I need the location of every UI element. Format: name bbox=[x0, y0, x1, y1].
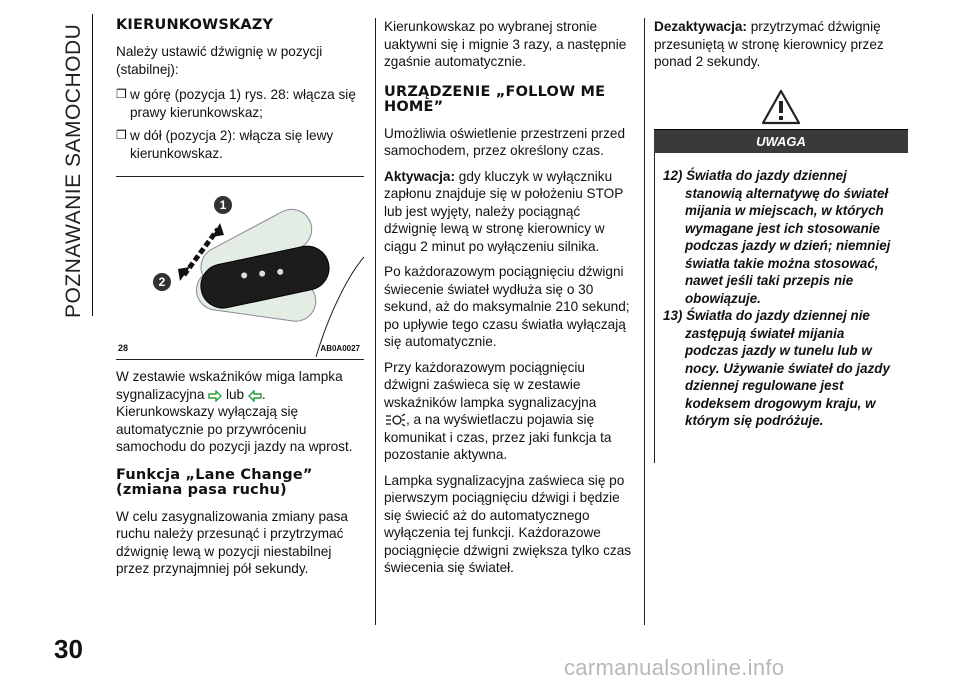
watermark: carmanualsonline.info bbox=[564, 655, 785, 680]
aktywacja-text: gdy kluczyk w wyłączniku zapłonu znajduje się w położeniu STOP lub jest wyjęty, należy pociągnąć dźwignię lewą w stronę kierownicy w ciągu 2 minut po wyłączeniu silnika. bbox=[384, 168, 624, 254]
para-przy-a: Przy każdorazowym pociągnięciu dźwigni zaświeca się w zestawie wskaźników lampka sygnalizacyjna bbox=[384, 359, 597, 410]
figure-code: AB0A0027 bbox=[320, 343, 360, 353]
page-number: 30 bbox=[54, 634, 83, 664]
bullet-item-2 bbox=[116, 127, 364, 162]
bullet-marker: ❒ bbox=[116, 87, 127, 101]
para-zestawie-lub: lub bbox=[225, 386, 245, 402]
para-lane-change: W celu zasygnalizowania zmiany pasa ruchu należy przesunąć i przytrzymać dźwignię lewą w pozycji niestabilnej przez przynajmniej pół sekundy. bbox=[116, 508, 348, 576]
callout-2-text: 2 bbox=[158, 275, 166, 289]
section-title-text: POZNAWANIE SAMOCHODU bbox=[62, 23, 85, 318]
heading-lane-change: Funkcja „Lane Change” (zmiana pasa ruchu) bbox=[116, 466, 313, 498]
bullet-text-1: w górę (pozycja 1) rys. 28: włącza się prawy kierunkowskaz; bbox=[130, 87, 356, 120]
para-zestawie bbox=[116, 368, 364, 456]
right-turn-indicator-icon bbox=[208, 390, 222, 402]
para-dezaktywacja bbox=[654, 18, 908, 71]
warning-title-bar: UWAGA bbox=[654, 129, 908, 154]
heading-follow-me-home: URZĄDZENIE „FOLLOW ME HOME” bbox=[384, 83, 606, 115]
aktywacja-label: Aktywacja: bbox=[384, 168, 456, 184]
para-przy bbox=[384, 359, 634, 464]
bullet-marker: ❒ bbox=[116, 128, 127, 142]
sidebar-rule bbox=[92, 14, 93, 316]
para-aktywacja bbox=[384, 168, 634, 256]
warning-item-12: 12) Światła do jazdy dziennej stanowią alternatywę do świateł mijania w miejscach, w których wymagane jest ich stosowanie podczas jazdy w dzień; niemniej światła takie można stosować, nawet jeśli taki przepis nie obowiązuje. bbox=[663, 168, 891, 306]
column-divider-2 bbox=[644, 18, 645, 625]
warning-triangle-icon bbox=[761, 89, 801, 125]
warning-body bbox=[654, 153, 908, 463]
figure-28-lever bbox=[116, 176, 364, 360]
dezaktywacja-label: Dezaktywacja: bbox=[654, 19, 747, 34]
figure-number: 28 bbox=[118, 342, 129, 353]
warning-box bbox=[654, 89, 908, 464]
para-lampka: Lampka sygnalizacyjna zaświeca się po pierwszym pociągnięciu dźwigi i będzie się świecić aż do automatycznego wyłączenia tej funkcji. Każdorazowe pociągnięcie dźwigni zwiększa tylko czas świecenia się świateł. bbox=[384, 472, 632, 575]
heading-kierunkowskazy: KIERUNKOWSKAZY bbox=[116, 17, 274, 33]
para-ustawic: Należy ustawić dźwignię w pozycji (stabilnej): bbox=[116, 44, 323, 77]
dezaktywacja-text: przytrzymać dźwignię przesuniętą w stronę kierownicy przez ponad 2 sekundy. bbox=[654, 19, 884, 69]
left-turn-indicator-icon bbox=[248, 390, 262, 402]
column-divider-1 bbox=[375, 18, 376, 625]
column-2 bbox=[384, 18, 634, 585]
follow-me-home-indicator-icon bbox=[384, 413, 406, 427]
section-title-vertical bbox=[58, 18, 85, 318]
column-3 bbox=[654, 18, 908, 463]
para-umozliwia: Umożliwia oświetlenie przestrzeni przed samochodem, przez określony czas. bbox=[384, 125, 626, 158]
para-zestawie-a: W zestawie wskaźników miga lampka sygnalizacyjna bbox=[116, 369, 343, 402]
para-kierunkowskaz: Kierunkowskaz po wybranej stronie uaktywni się i mignie 3 razy, a następnie zgaśnie automatycznie. bbox=[384, 19, 627, 69]
para-po-kazdorazowym: Po każdorazowym pociągnięciu dźwigni świecenie świateł wydłuża się o 30 sekund, aż do maksymalnie 210 sekund; po upływie tego czasu światła wyłączają się automatycznie. bbox=[384, 264, 630, 349]
warning-item-13: 13) Światła do jazdy dziennej nie zastępują świateł mijania podczas jazdy w tunelu lub w nocy. Używanie świateł do jazdy dziennej regulowane jest kodeksem drogowym kraju, w którym się podróżuje. bbox=[663, 308, 890, 428]
callout-1-text: 1 bbox=[219, 198, 227, 212]
bullet-item-1 bbox=[116, 86, 364, 121]
lever-illustration bbox=[116, 177, 364, 359]
para-zestawie-b: . Kierunkowskazy wyłączają się automatycznie po przywróceniu samochodu do pozycji jazdy na wprost. bbox=[116, 386, 353, 454]
column-1 bbox=[116, 18, 364, 586]
bullet-text-2: w dół (pozycja 2): włącza się lewy kierunkowskaz. bbox=[130, 128, 334, 161]
para-przy-b: , a na wyświetlaczu pojawia się komunikat i czas, przez jaki funkcja ta pozostanie aktywna. bbox=[384, 412, 612, 462]
